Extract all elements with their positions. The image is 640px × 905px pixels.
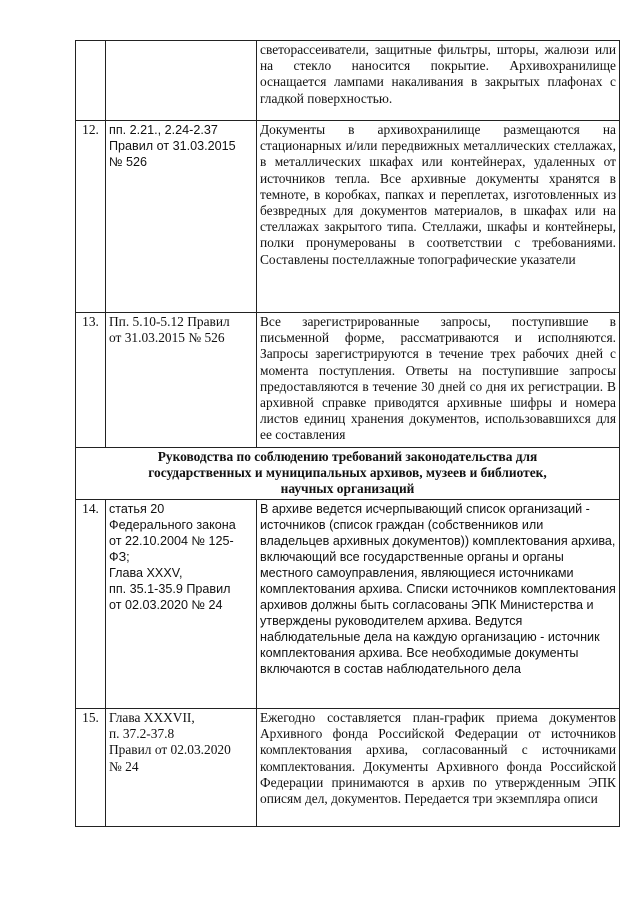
section-heading: Руководства по соблюдению требований законодательства для государственных и муниципальных архивов, музеев и библиотек, научных организаций	[76, 448, 620, 500]
requirement-text: светорассеиватели, защитные фильтры, шторы, жалюзи или на стекло наносится покрытие. Архивохранилище оснащается лампами накаливания в закрытых плафонах с гладкой поверхностью.	[257, 41, 620, 121]
table-row	[76, 500, 620, 709]
legal-reference: статья 20 Федерального закона от 22.10.2004 № 125- ФЗ; Глава XXXV, пп. 35.1-35.9 Правил от 02.03.2020 № 24	[106, 500, 257, 709]
table-row	[76, 313, 620, 448]
legal-reference: Пп. 5.10-5.12 Правил от 31.03.2015 № 526	[106, 313, 257, 448]
table-row	[76, 121, 620, 313]
legal-reference: Глава XXXVII, п. 37.2-37.8 Правил от 02.03.2020 № 24	[106, 709, 257, 827]
table-row	[76, 41, 620, 121]
row-number: 12.	[76, 121, 106, 313]
section-heading-row	[76, 448, 620, 500]
requirement-text: Документы в архивохранилище размещаются на стационарных и/или передвижных металлических стеллажах, в металлических шкафах или контейнерах, удаленных от источников тепла. Все архивные документы хранятся в темноте, в коробках, папках и переплетах, изготовленных из безвредных для документов материалов, в шкафах или на стеллажах закрытого типа. Стеллажи, шкафы и контейнеры, полки пронумерованы в соответствии с требованиями. Составлены постеллажные топографические указатели	[257, 121, 620, 313]
requirement-text: В архиве ведется исчерпывающий список организаций - источников (список граждан (собственников или владельцев архивных документов)) комплектования архива, включающий все государственные органы и органы местного самоуправления, являющиеся источниками комплектования архива. Списки источников комплектования архивов должны быть согласованы ЭПК Министерства и утверждены руководителем архива. Ведутся наблюдательные дела на каждую организацию - источник комплектования архива. Все необходимые документы включаются в состав наблюдательного дела	[257, 500, 620, 709]
table-row	[76, 709, 620, 827]
row-number: 15.	[76, 709, 106, 827]
legal-reference: пп. 2.21., 2.24-2.37 Правил от 31.03.2015 № 526	[106, 121, 257, 313]
requirement-text: Все зарегистрированные запросы, поступившие в письменной форме, рассматриваются и исполняются. Запросы зарегистрируются в течение трех рабочих дней с момента поступления. Ответы на поступившие запросы предоставляются в течение 30 дней со дня их регистрации. В архивной справке приводятся архивные шифры и номера листов единиц хранения документов, использовавшихся для ее составления	[257, 313, 620, 448]
legal-reference	[106, 41, 257, 121]
row-number	[76, 41, 106, 121]
row-number: 13.	[76, 313, 106, 448]
requirements-table	[75, 40, 620, 827]
requirement-text: Ежегодно составляется план-график приема документов Архивного фонда Российской Федерации от источников комплектования архива, согласованный с источниками комплектования. Документы Архивного фонда Российской Федерации принимаются в архив по утвержденным ЭПК описям дел, документов. Передается три экземпляра описи	[257, 709, 620, 827]
row-number: 14.	[76, 500, 106, 709]
